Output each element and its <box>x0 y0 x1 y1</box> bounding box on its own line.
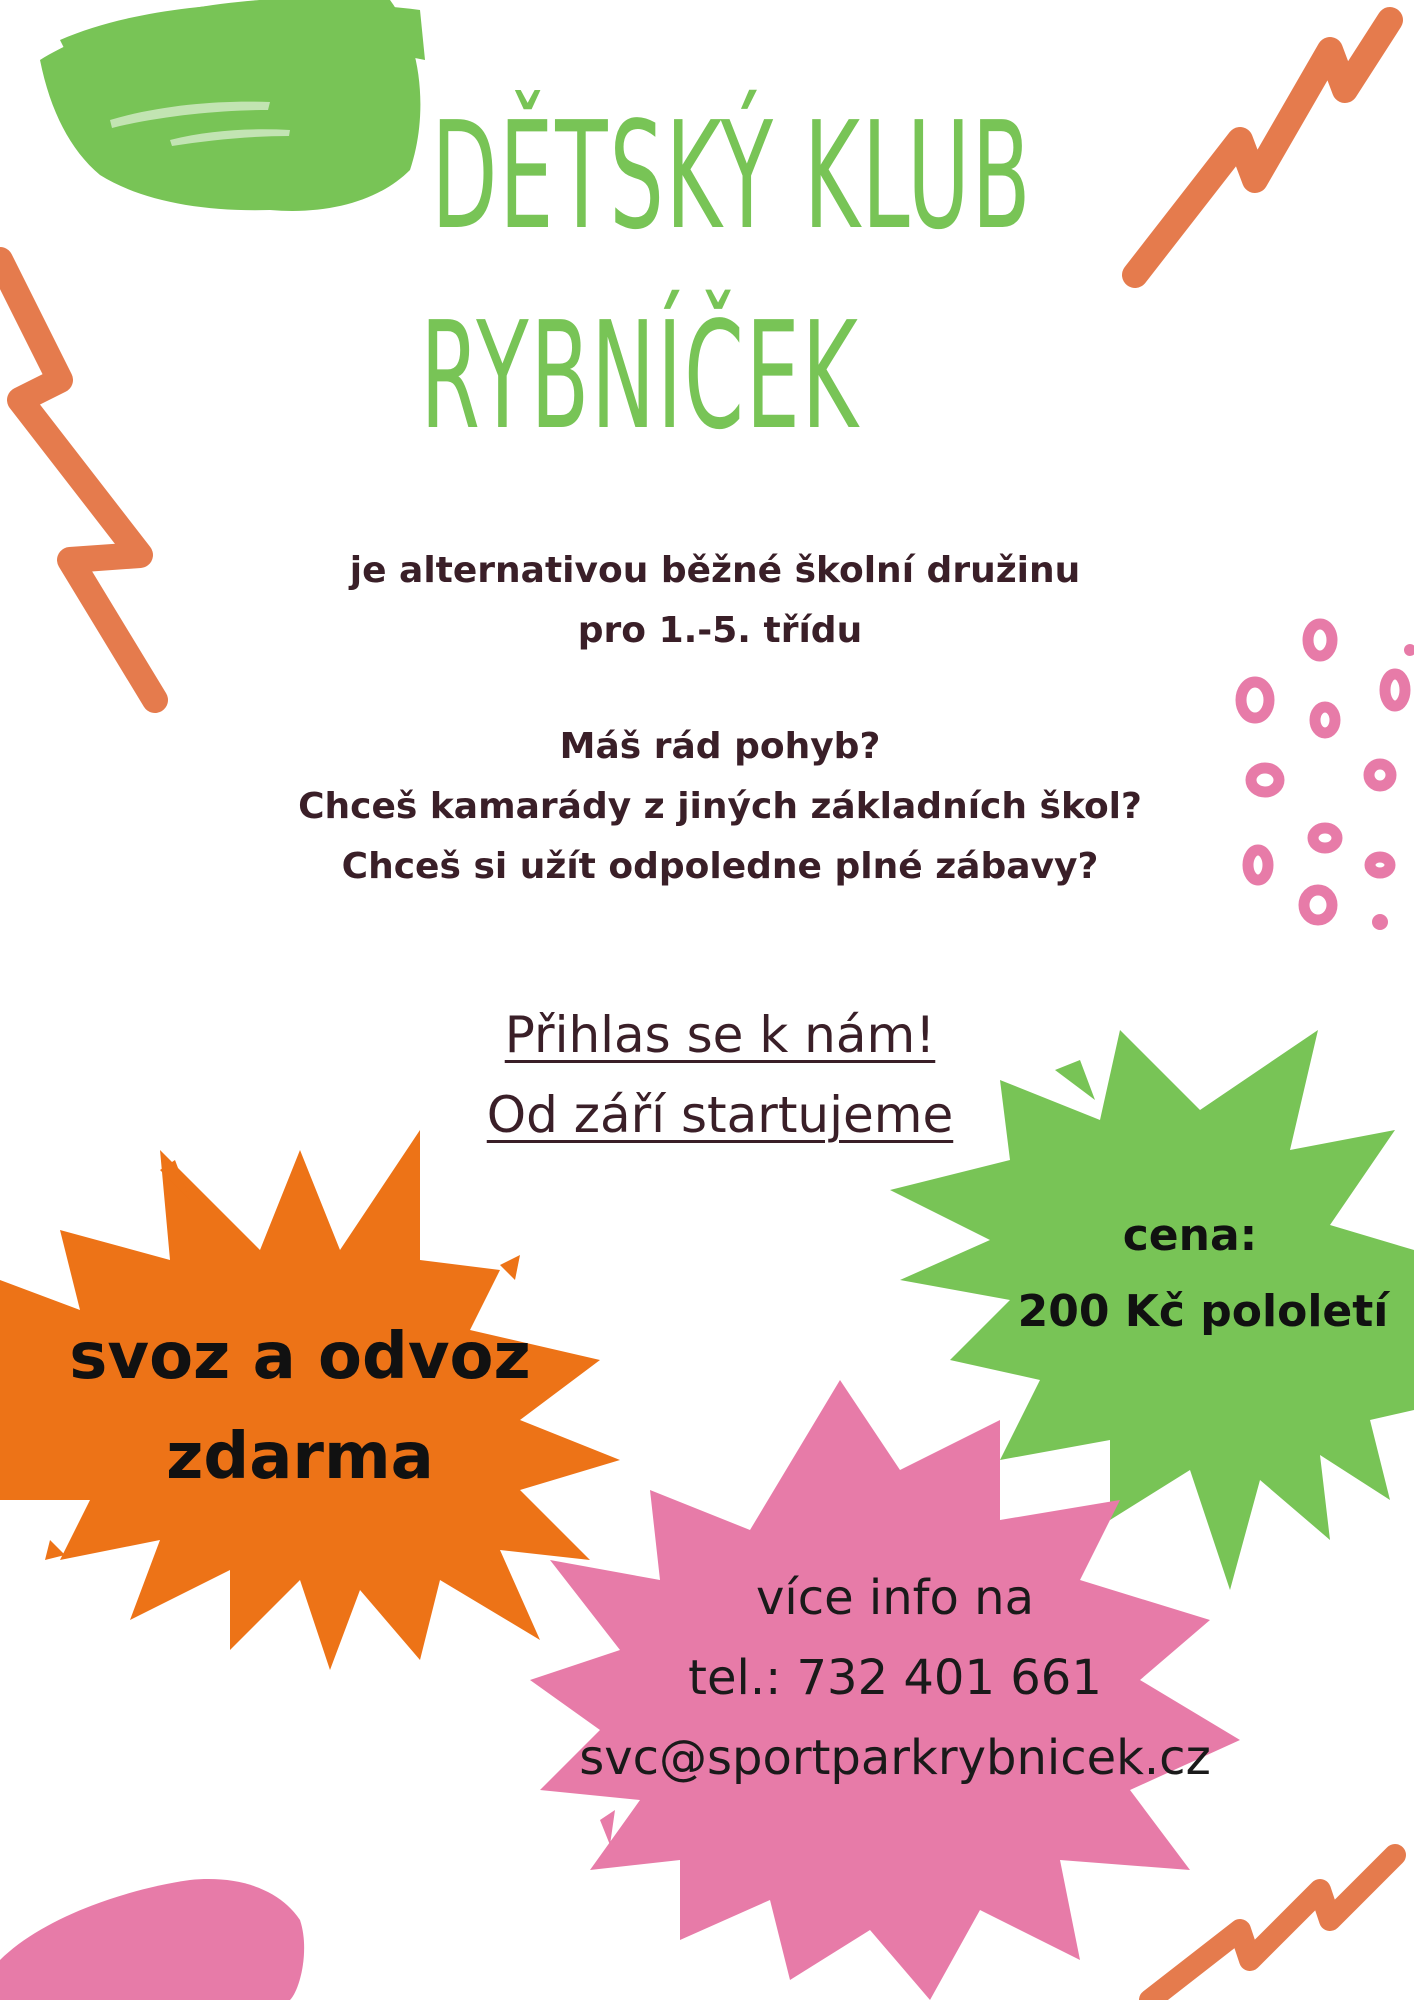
phone-number[interactable]: tel.: 732 401 661 <box>688 1650 1102 1706</box>
orange-zigzag-top-right <box>1135 20 1390 275</box>
orange-starburst <box>0 1130 620 1670</box>
question-2: Chceš kamarády z jiných základních škol? <box>298 786 1142 827</box>
pink-dots <box>1241 624 1405 920</box>
price-label: cena: <box>1122 1210 1258 1261</box>
title-line-1: DĚTSKÝ KLUB <box>431 90 1033 262</box>
question-3: Chceš si užít odpoledne plné zábavy? <box>341 846 1099 887</box>
more-info-label: více info na <box>755 1570 1035 1626</box>
start-date-text: Od září startujeme <box>486 1086 954 1144</box>
orange-burst-line-1: svoz a odvoz <box>69 1320 531 1394</box>
title-line-2: RYBNÍČEK <box>420 290 860 462</box>
pink-brush-stroke <box>0 1879 304 2000</box>
orange-zigzag-bottom-right <box>1150 1855 1395 2000</box>
intro-line-2: pro 1.-5. třídu <box>577 610 863 651</box>
intro-line-1: je alternativou běžné školní družinu <box>349 550 1081 591</box>
email-address[interactable]: svc@sportparkrybnicek.cz <box>579 1730 1211 1786</box>
orange-zigzag-left <box>0 260 155 700</box>
question-1: Máš rád pohyb? <box>559 726 881 767</box>
price-value: 200 Kč pololetí <box>1017 1286 1389 1337</box>
orange-burst-line-2: zdarma <box>166 1420 434 1494</box>
signup-link[interactable]: Přihlas se k nám! <box>504 1006 936 1064</box>
